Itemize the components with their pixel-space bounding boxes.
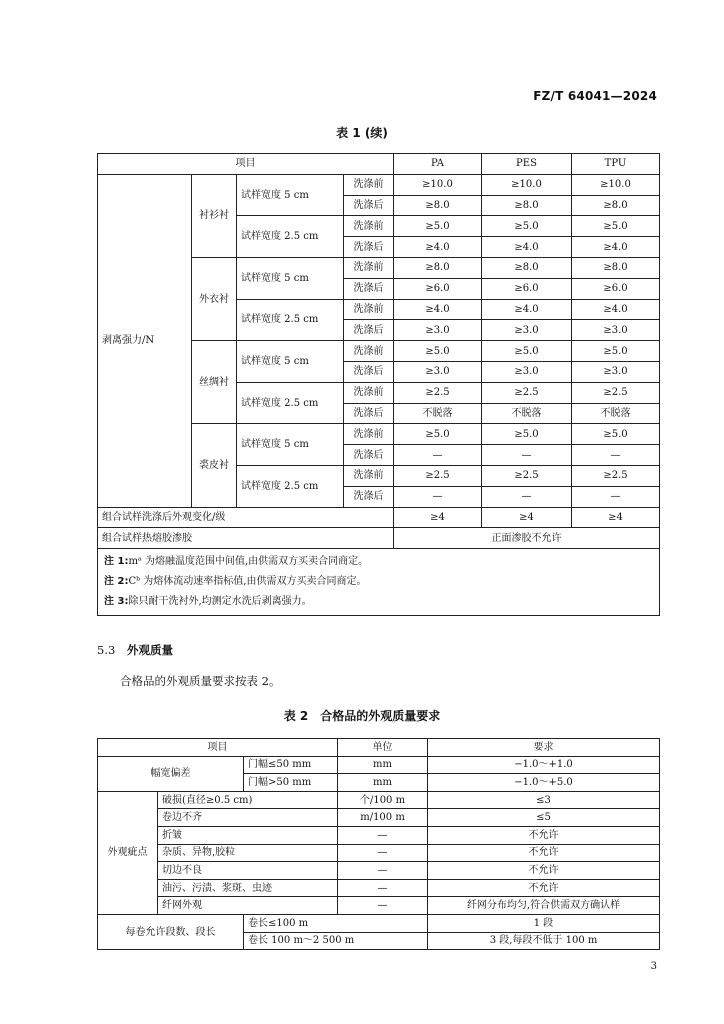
value-pes: ≥5.0	[482, 424, 572, 445]
interlining-category: 衬衫衬	[192, 174, 237, 257]
unit: 个/100 m	[338, 791, 428, 809]
value-pa: ≥5.0	[394, 341, 482, 362]
value-pa: ≥2.5	[394, 382, 482, 403]
header-tpu: TPU	[572, 154, 660, 175]
note-line	[104, 592, 653, 612]
note-prefix: 注 3:	[104, 596, 129, 608]
defect-item: 油污、污渍、浆斑、虫迹	[158, 879, 338, 897]
interlining-category: 丝绸衬	[192, 341, 237, 424]
wash-state: 洗涤后	[344, 320, 394, 341]
requirement: −1.0～+1.0	[428, 756, 660, 774]
requirement: 1 段	[428, 914, 660, 932]
value-pes: ≥3.0	[482, 320, 572, 341]
value-tpu: ≥4.0	[572, 299, 660, 320]
requirement: 不允许	[428, 862, 660, 880]
wash-state: 洗涤前	[344, 216, 394, 237]
wash-state: 洗涤前	[344, 465, 394, 486]
defect-item: 纤网外观	[158, 897, 338, 915]
wash-state: 洗涤前	[344, 341, 394, 362]
requirement: 不允许	[428, 844, 660, 862]
value-pa: ≥2.5	[394, 465, 482, 486]
unit: —	[338, 897, 428, 915]
value-tpu: ≥5.0	[572, 216, 660, 237]
value-pes: ≥4	[482, 507, 572, 528]
sample-width: 试样宽度 5 cm	[237, 424, 344, 466]
table-row	[98, 844, 660, 862]
value-pa: ≥3.0	[394, 361, 482, 382]
value-tpu: ≥4	[572, 507, 660, 528]
wash-state: 洗涤前	[344, 257, 394, 278]
hotmelt-row	[98, 528, 660, 549]
note-line	[104, 572, 653, 592]
appearance-quality-table	[97, 738, 660, 950]
unit: mm	[338, 774, 428, 792]
value-pes: ≥5.0	[482, 216, 572, 237]
page-number: 3	[650, 961, 657, 972]
requirement: 不允许	[428, 826, 660, 844]
value-tpu: ≥3.0	[572, 361, 660, 382]
requirement: ≤5	[428, 809, 660, 827]
value-tpu: ≥8.0	[572, 257, 660, 278]
value-tpu: ≥3.0	[572, 320, 660, 341]
value-pa: ≥6.0	[394, 278, 482, 299]
note-text: Cᵇ 为熔体流动速率指标值,由供需双方买卖合同商定。	[128, 576, 367, 588]
value-pa: ≥5.0	[394, 216, 482, 237]
unit: —	[338, 862, 428, 880]
defect-item: 破损(直径≥0.5 cm)	[158, 791, 338, 809]
defect-item: 折皱	[158, 826, 338, 844]
value-pes: ≥6.0	[482, 278, 572, 299]
width-condition: 门幅≤50 mm	[244, 756, 338, 774]
table-row	[98, 897, 660, 915]
header-pes: PES	[482, 154, 572, 175]
value-pes: ≥2.5	[482, 382, 572, 403]
requirement: 3 段,每段不低于 100 m	[428, 932, 660, 950]
table-row	[98, 862, 660, 880]
sample-width: 试样宽度 2.5 cm	[237, 299, 344, 341]
value-pes: ≥8.0	[482, 257, 572, 278]
defects-label: 外观疵点	[98, 791, 158, 914]
defect-item: 卷边不齐	[158, 809, 338, 827]
requirement: −1.0～+5.0	[428, 774, 660, 792]
defect-item: 杂质、异物,胶粒	[158, 844, 338, 862]
value-pa: ≥3.0	[394, 320, 482, 341]
table2-caption: 表 2 合格品的外观质量要求	[283, 709, 441, 723]
value-tpu: ≥2.5	[572, 465, 660, 486]
value-pa: ≥4.0	[394, 299, 482, 320]
value-pa: ≥8.0	[394, 257, 482, 278]
value-pes: ≥3.0	[482, 361, 572, 382]
roll-length-condition: 卷长 100 m～2 500 m	[244, 932, 428, 950]
value-tpu: 不脱落	[572, 403, 660, 424]
sample-width: 试样宽度 5 cm	[237, 174, 344, 216]
value-tpu: ≥5.0	[572, 341, 660, 362]
hotmelt-label: 组合试样热熔胶渗胶	[98, 528, 394, 549]
requirement: 纤网分布均匀,符合供需双方确认样	[428, 897, 660, 915]
requirement: ≤3	[428, 791, 660, 809]
sample-width: 试样宽度 2.5 cm	[237, 216, 344, 258]
roll-length-condition: 卷长≤100 m	[244, 914, 428, 932]
table-notes	[98, 549, 660, 616]
header-pa: PA	[394, 154, 482, 175]
value-pes: ≥8.0	[482, 195, 572, 216]
section-heading	[97, 642, 173, 658]
value-pes: ≥4.0	[482, 237, 572, 258]
value-pa: —	[394, 486, 482, 507]
table2-header-row	[98, 739, 660, 757]
wash-state: 洗涤前	[344, 174, 394, 195]
note-prefix: 注 1:	[104, 556, 129, 568]
wash-state: 洗涤后	[344, 361, 394, 382]
value-pes: ≥4.0	[482, 299, 572, 320]
value-tpu: ≥6.0	[572, 278, 660, 299]
document-code: FZ/T 64041—2024	[533, 89, 657, 103]
wash-state: 洗涤后	[344, 445, 394, 466]
section-paragraph: 合格品的外观质量要求按表 2。	[120, 674, 281, 688]
table-row	[98, 756, 660, 774]
wash-state: 洗涤前	[344, 382, 394, 403]
value-tpu: ≥2.5	[572, 382, 660, 403]
table-row	[98, 826, 660, 844]
peel-strength-table	[97, 153, 660, 616]
unit: —	[338, 826, 428, 844]
header-item: 项目	[98, 739, 338, 757]
value-pes: —	[482, 486, 572, 507]
note-line	[104, 552, 653, 572]
interlining-category: 外衣衬	[192, 257, 237, 340]
table1-caption: 表 1 (续)	[336, 126, 388, 140]
value-pa: ≥8.0	[394, 195, 482, 216]
value-pa: ≥5.0	[394, 424, 482, 445]
defect-item: 切边不良	[158, 862, 338, 880]
value-pes: ≥10.0	[482, 174, 572, 195]
unit: —	[338, 844, 428, 862]
appearance-change-label: 组合试样洗涤后外观变化/级	[98, 507, 394, 528]
value-tpu: —	[572, 486, 660, 507]
table-row	[98, 809, 660, 827]
unit: —	[338, 879, 428, 897]
sample-width: 试样宽度 5 cm	[237, 341, 344, 383]
header-item: 项目	[98, 154, 394, 175]
notes-row	[98, 549, 660, 616]
requirement: 不允许	[428, 879, 660, 897]
value-pes: ≥2.5	[482, 465, 572, 486]
value-pa: ≥10.0	[394, 174, 482, 195]
value-pa: —	[394, 445, 482, 466]
wash-state: 洗涤后	[344, 278, 394, 299]
note-text: mᵃ 为熔融温度范围中间值,由供需双方买卖合同商定。	[128, 556, 369, 568]
note-text: 除只耐干洗衬外,均测定水洗后剥离强力。	[128, 596, 312, 608]
value-pa: 不脱落	[394, 403, 482, 424]
sample-width: 试样宽度 2.5 cm	[237, 465, 344, 507]
wash-state: 洗涤后	[344, 195, 394, 216]
table1-header-row	[98, 154, 660, 175]
width-deviation-label: 幅宽偏差	[98, 756, 244, 791]
header-unit: 单位	[338, 739, 428, 757]
segments-label: 每卷允许段数、段长	[98, 914, 244, 949]
value-pes: 不脱落	[482, 403, 572, 424]
width-condition: 门幅>50 mm	[244, 774, 338, 792]
table-row	[98, 174, 660, 195]
table-row	[98, 791, 660, 809]
table-row	[98, 879, 660, 897]
note-prefix: 注 2:	[104, 576, 129, 588]
sample-width: 试样宽度 5 cm	[237, 257, 344, 299]
value-pa: ≥4	[394, 507, 482, 528]
wash-state: 洗涤后	[344, 403, 394, 424]
wash-state: 洗涤后	[344, 237, 394, 258]
interlining-category: 裘皮衬	[192, 424, 237, 507]
value-tpu: ≥4.0	[572, 237, 660, 258]
section-number: 5.3	[97, 643, 116, 657]
value-tpu: ≥5.0	[572, 424, 660, 445]
value-tpu: —	[572, 445, 660, 466]
value-pes: ≥5.0	[482, 341, 572, 362]
value-pes: —	[482, 445, 572, 466]
wash-state: 洗涤前	[344, 299, 394, 320]
unit: m/100 m	[338, 809, 428, 827]
appearance-change-row	[98, 507, 660, 528]
wash-state: 洗涤前	[344, 424, 394, 445]
value-tpu: ≥10.0	[572, 174, 660, 195]
value-pa: ≥4.0	[394, 237, 482, 258]
table-row	[98, 914, 660, 932]
value-tpu: ≥8.0	[572, 195, 660, 216]
hotmelt-value: 正面渗胶不允许	[394, 528, 660, 549]
wash-state: 洗涤后	[344, 486, 394, 507]
peel-strength-label: 剥离强力/N	[98, 174, 192, 507]
header-requirement: 要求	[428, 739, 660, 757]
sample-width: 试样宽度 2.5 cm	[237, 382, 344, 424]
unit: mm	[338, 756, 428, 774]
section-title: 外观质量	[127, 643, 173, 657]
